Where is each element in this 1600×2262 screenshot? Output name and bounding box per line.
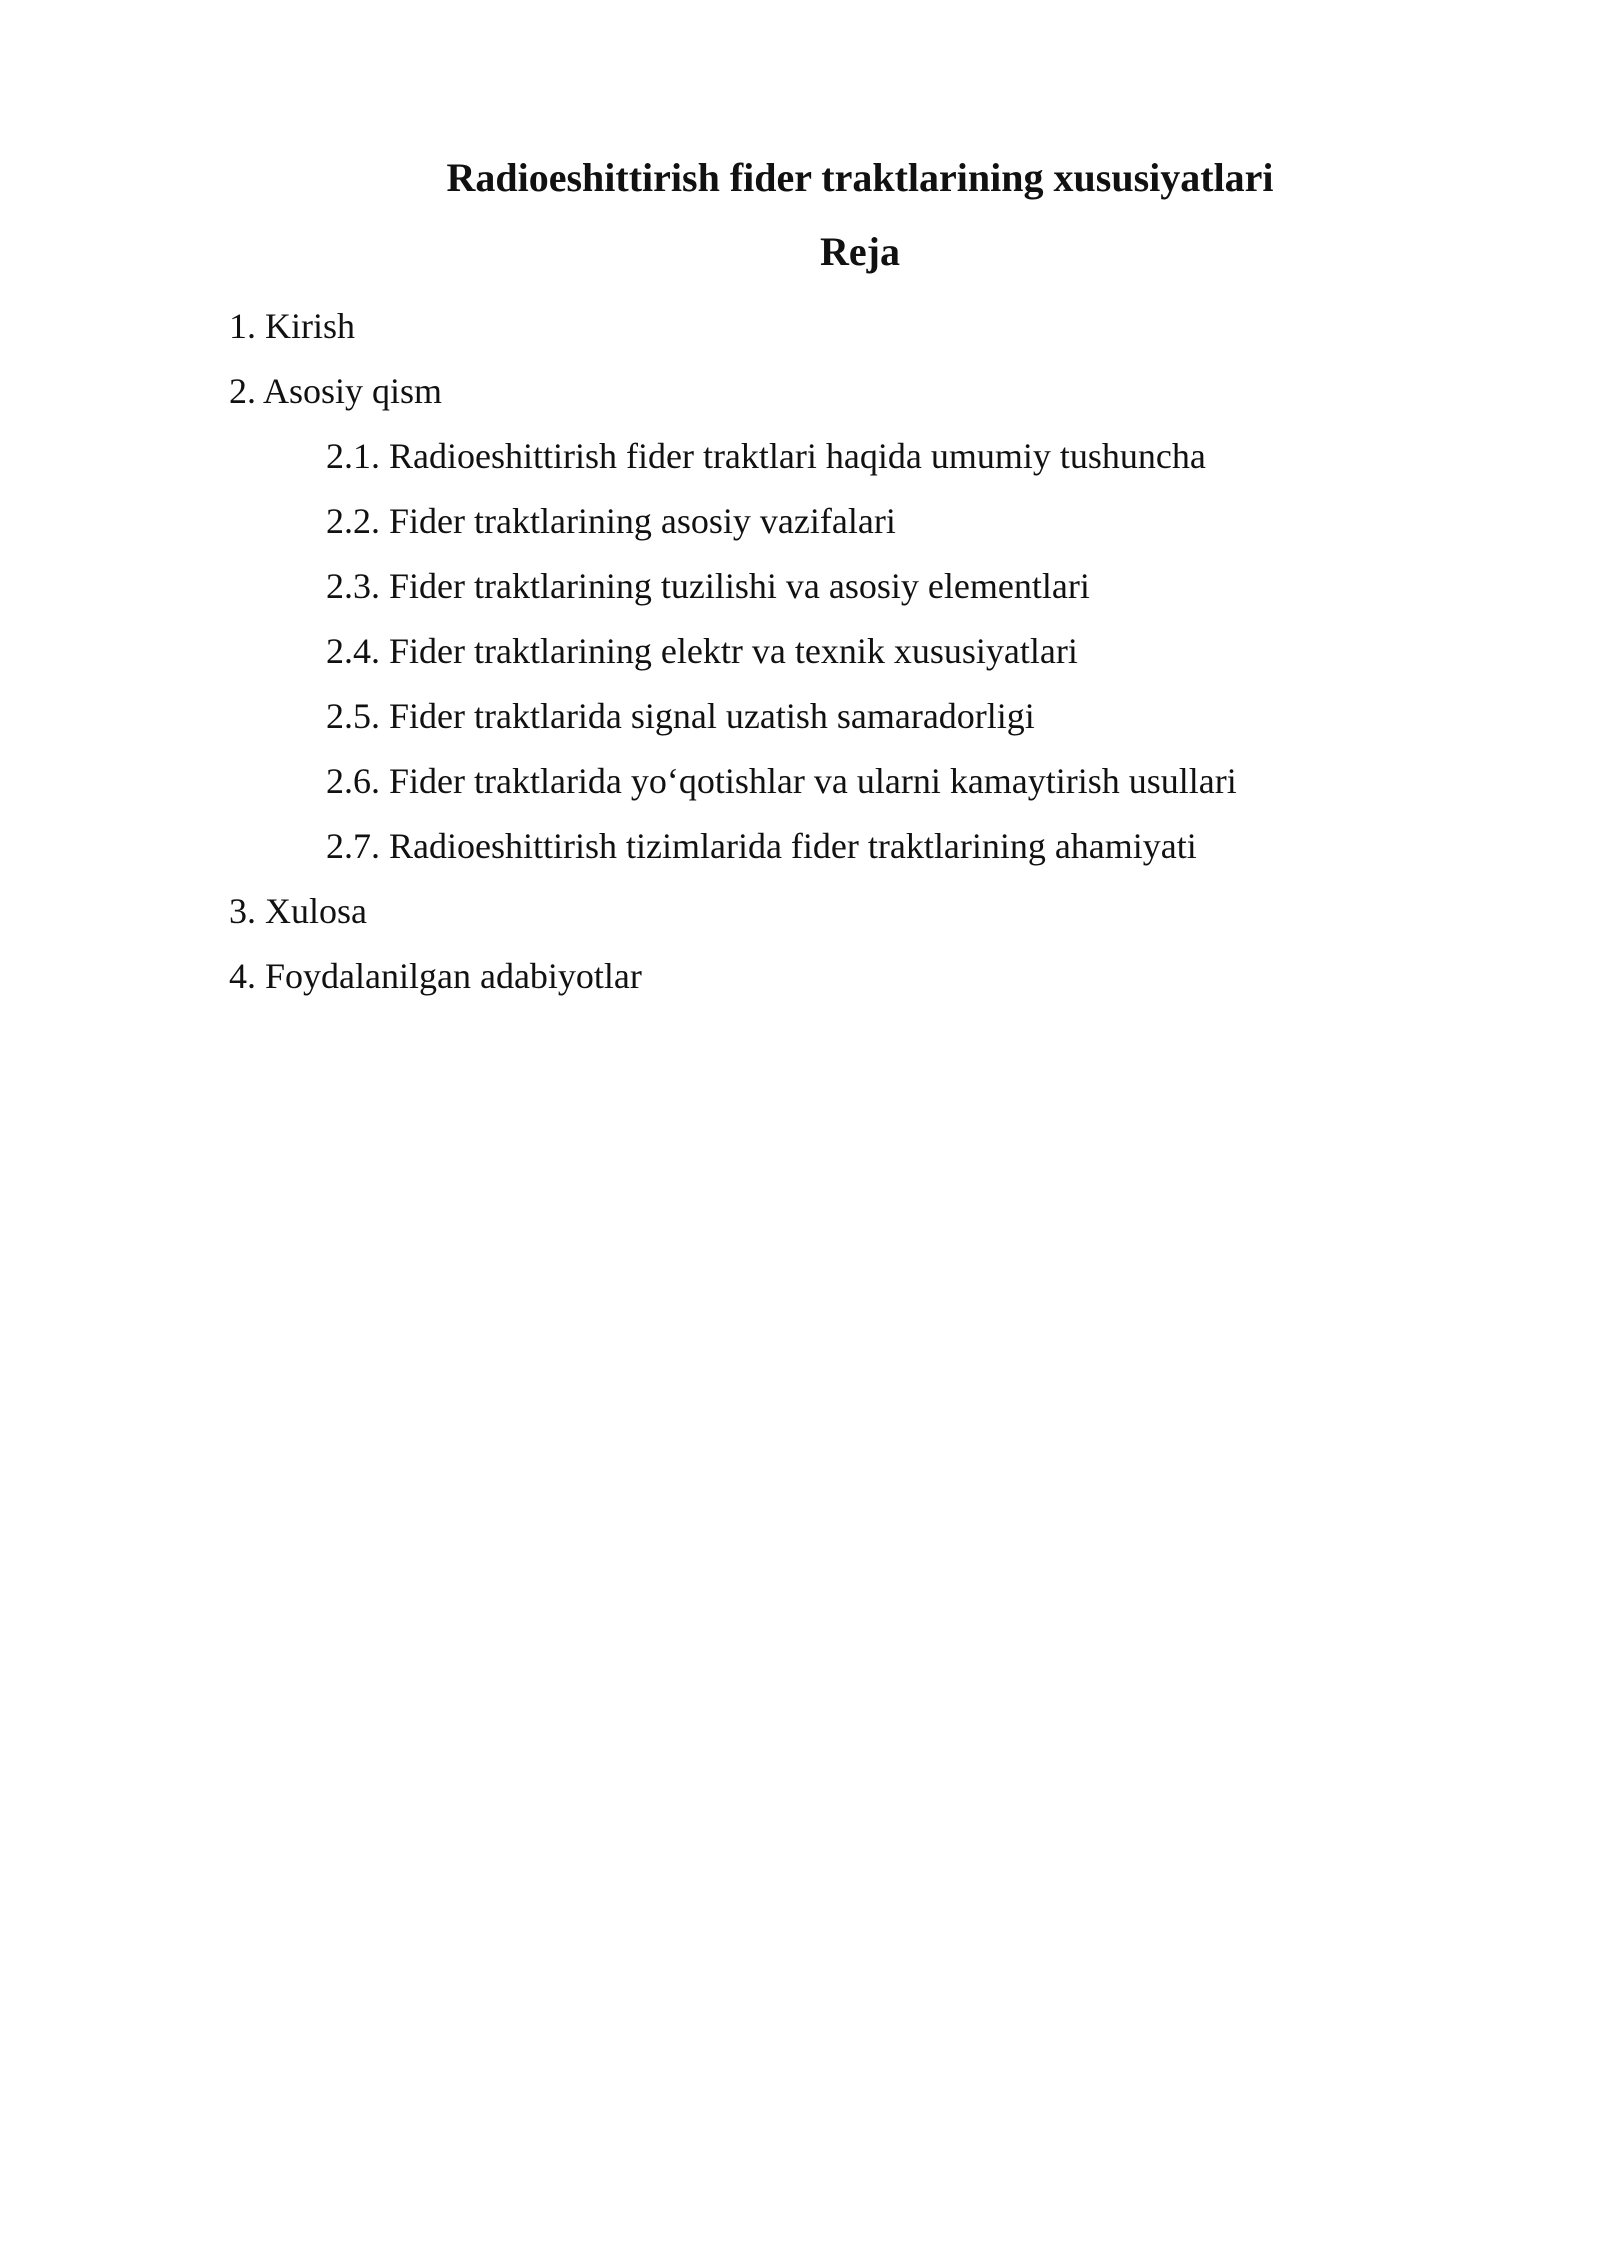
outline-item: 4. Foydalanilgan adabiyotlar xyxy=(229,956,642,996)
outline-subitem: 2.1. Radioeshittirish fider traktlari haqida umumiy tushuncha xyxy=(326,436,1206,476)
plan-outline xyxy=(0,294,1600,1009)
document-title: Radioeshittirish fider traktlarining xususiyatlari xyxy=(446,155,1274,200)
outline-subitem: 2.6. Fider traktlarida yo‘qotishlar va ularni kamaytirish usullari xyxy=(326,761,1237,801)
plan-heading: Reja xyxy=(820,229,900,274)
outline-subitem: 2.4. Fider traktlarining elektr va texnik xususiyatlari xyxy=(326,631,1078,671)
outline-item: 1. Kirish xyxy=(229,306,355,346)
outline-subitem: 2.7. Radioeshittirish tizimlarida fider traktlarining ahamiyati xyxy=(326,826,1197,866)
outline-item: 3. Xulosa xyxy=(229,891,367,931)
outline-subitem: 2.2. Fider traktlarining asosiy vazifalari xyxy=(326,501,896,541)
outline-subitem: 2.3. Fider traktlarining tuzilishi va asosiy elementlari xyxy=(326,566,1090,606)
outline-subitem: 2.5. Fider traktlarida signal uzatish samaradorligi xyxy=(326,696,1035,736)
outline-item: 2. Asosiy qism xyxy=(229,371,443,411)
